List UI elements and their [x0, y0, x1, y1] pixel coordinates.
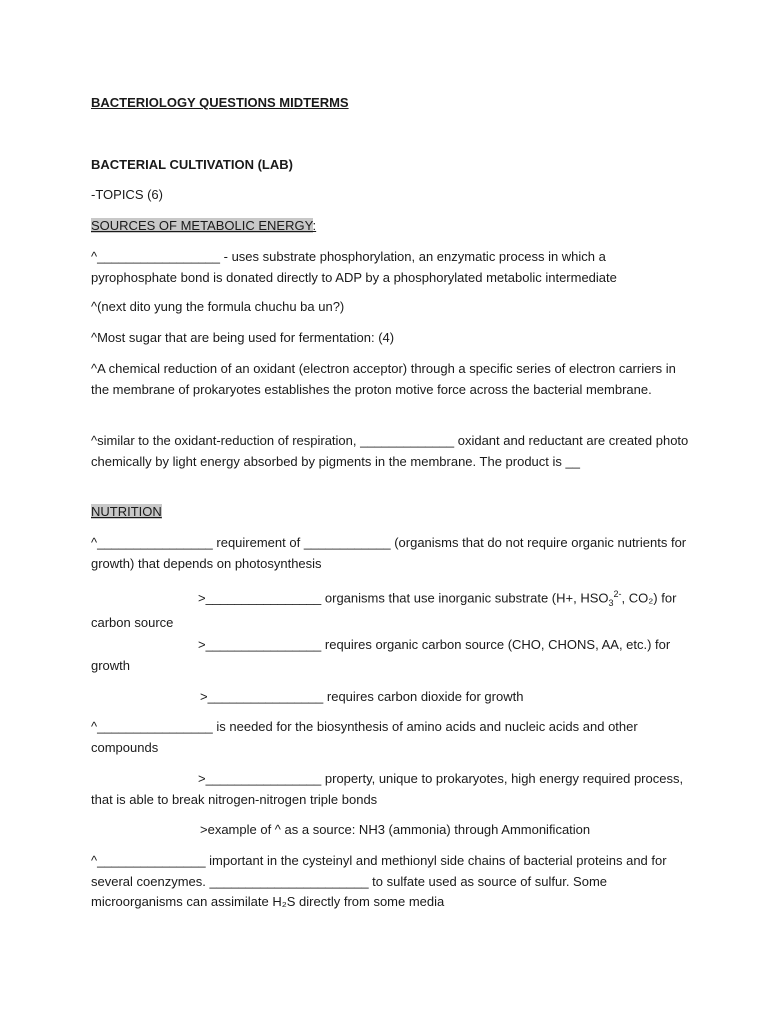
nutrition-heading-text: NUTRITION: [91, 504, 162, 519]
nutrition-capnophiles: >________________ requires carbon dioxide for growth: [200, 689, 524, 704]
question-substrate-phosphorylation: ^_________________ - uses substrate phosphorylation, an enzymatic process in which a pyrophosphate bond is donated directly to ADP by a phosphorylated metabolic intermediate: [91, 249, 617, 285]
nutrition-sulfur: ^_______________ important in the cysteinyl and methionyl side chains of bacterial proteins and for several coenzymes. ______________________ to sulfate used as source of sulfur. Some microorganisms can assimilate H₂S directly from some media: [91, 853, 667, 909]
nutrition-autotrophs: [91, 584, 691, 634]
nutrition-nitrogen: ^________________ is needed for the biosynthesis of amino acids and nucleic acids and other compounds: [91, 719, 638, 755]
sources-heading-colon: :: [312, 218, 317, 233]
question-fermentation-sugars: ^Most sugar that are being used for fermentation: (4): [91, 330, 395, 345]
sulfite-subscript: 3: [608, 597, 614, 608]
question-formula: ^(next dito yung the formula chuchu ba un?): [91, 299, 345, 314]
nutrition-nitrogen-fixation: >________________ property, unique to prokaryotes, high energy required process, that is able to break nitrogen-nitrogen triple bonds: [91, 771, 684, 807]
question-respiration: ^A chemical reduction of an oxidant (electron acceptor) through a specific series of electron carriers in the membrane of prokaryotes establishes the proton motive force across the bacterial membrane.: [91, 361, 676, 397]
nutrition-carbon-requirement: ^________________ requirement of ____________ (organisms that do not require organic nutrients for growth) that depends on photosynthesis: [91, 535, 687, 571]
autotrophs-text: >________________ organisms that use inorganic substrate (H+, HSO: [198, 590, 609, 606]
question-photosynthesis: ^similar to the oxidant-reduction of respiration, _____________ oxidant and reductant are created photo chemically by light energy absorbed by pigments in the membrane. The product is __: [91, 433, 689, 469]
autotrophs-text-end: , CO₂) for carbon source: [91, 590, 677, 631]
sulfite-charge: 2-: [613, 589, 622, 599]
section-title: BACTERIAL CULTIVATION (LAB): [91, 157, 293, 172]
nutrition-heterotrophs: >________________ requires organic carbon source (CHO, CHONS, AA, etc.) for growth: [91, 637, 671, 673]
document-title: BACTERIOLOGY QUESTIONS MIDTERMS: [91, 95, 349, 110]
nutrition-heading: [91, 502, 691, 523]
sources-heading-text: SOURCES OF METABOLIC ENERGY: [91, 218, 313, 233]
topics-line: -TOPICS (6): [91, 187, 163, 202]
sources-heading: [91, 216, 691, 237]
nutrition-ammonification: >example of ^ as a source: NH3 (ammonia) through Ammonification: [200, 822, 591, 837]
